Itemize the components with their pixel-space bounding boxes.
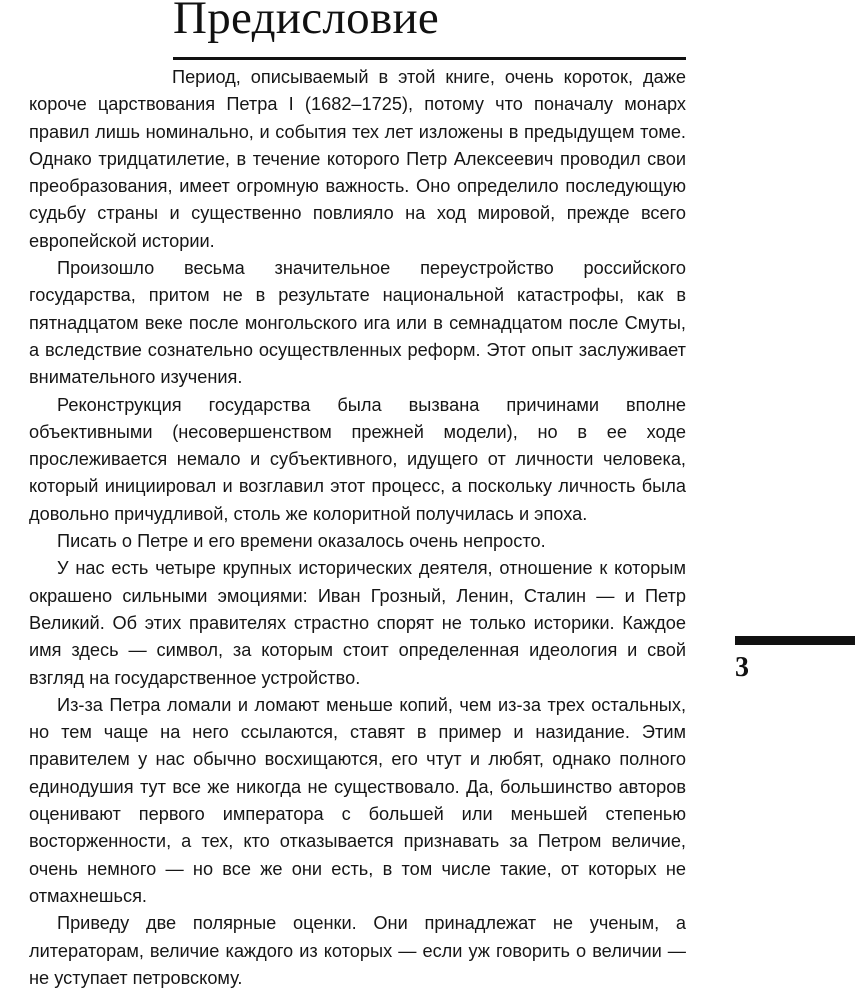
paragraph: Произошло весьма значительное переустройство российского государства, притом не в результате национальной катастрофы, как в пятнадцатом веке после монгольского ига или в семнадцатом после Смуты, а вследствие сознательно осуществленных реформ. Этот опыт заслуживает внимательного изучения. bbox=[29, 258, 686, 388]
paragraph: Реконструкция государства была вызвана причинами вполне объективными (несовершенством прежней модели), но в ее ходе прослеживается немало и субъективного, идущего от личности человека, который инициировал и возглавил этот процесс, а поскольку личность была довольно причудливой, столь же колоритной получилась и эпоха. bbox=[29, 394, 686, 524]
paragraph: Писать о Петре и его времени оказалось очень непросто. bbox=[57, 531, 546, 552]
paragraph: Приведу две полярные оценки. Они принадлежат не ученым, а литераторам, величие каждого из которых — если уж говорить о величии — не уступает петровскому. bbox=[29, 913, 686, 988]
chapter-title: Предисловие bbox=[173, 0, 440, 44]
page-number: 3 bbox=[735, 652, 749, 683]
body-text bbox=[29, 64, 686, 992]
paragraph: Период, описываемый в этой книге, очень короток, даже короче царствования Петра I (1682–1725), потому что поначалу монарх правил лишь номинально, и события тех лет изложены в предыдущем томе. Однако тридцатилетие, в течение которого Петр Алексеевич проводил свои преобразования, имеет огромную важность. Оно определило последующую судьбу страны и существенно повлияло на ход мировой, прежде всего европейской истории. bbox=[29, 67, 686, 251]
paragraph: У нас есть четыре крупных исторических деятеля, отношение к которым окрашено сильными эмоциями: Иван Грозный, Ленин, Сталин — и Петр Великий. Об этих правителях страстно спорят не только историки. Каждое имя здесь — символ, за которым стоит определенная идеология и свой взгляд на государственное устройство. bbox=[29, 558, 686, 688]
paragraph: Из-за Петра ломали и ломают меньше копий, чем из-за трех остальных, но тем чаще на него ссылаются, ставят в пример и назидание. Этим правителем у нас обычно восхищаются, его чтут и любят, однако полного единодушия тут все же никогда не существовало. Да, большинство авторов оценивают первого императора с большей или меньшей степенью восторженности, а тех, кто отказывается признавать за Петром величие, очень немного — но все же они есть, в том числе такие, от которых не отмахнешься. bbox=[29, 694, 686, 906]
page-number-rule bbox=[735, 636, 855, 645]
title-underline bbox=[173, 57, 686, 60]
